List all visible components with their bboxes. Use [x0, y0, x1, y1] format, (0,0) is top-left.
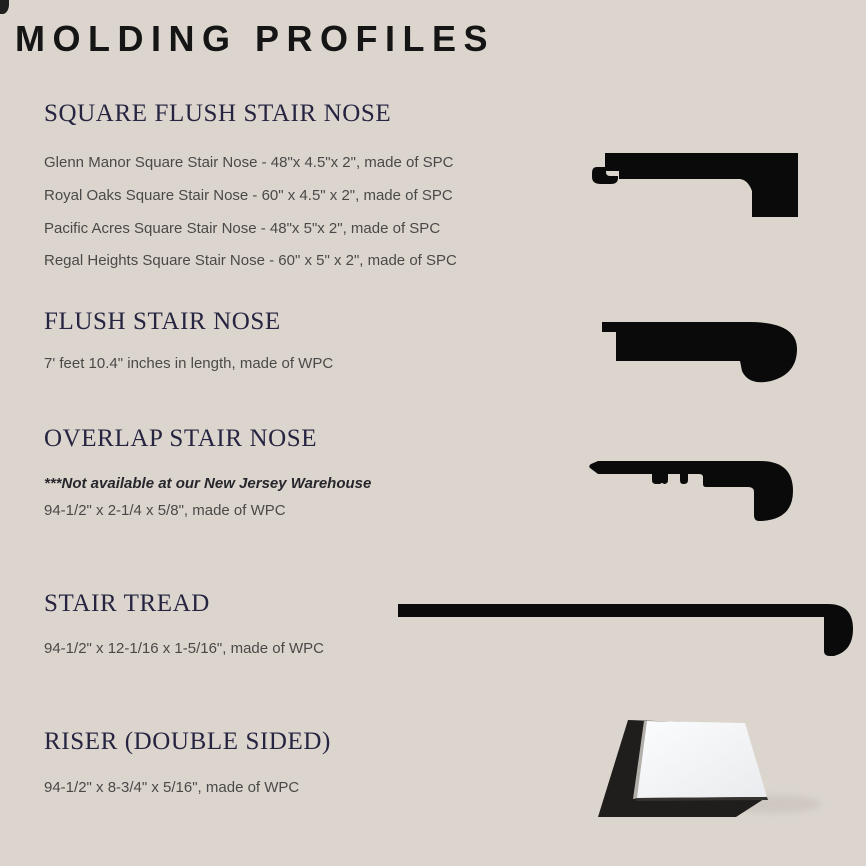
square-flush-stair-nose-profile-icon: [592, 149, 802, 219]
riser-double-sided-photo: [588, 710, 848, 828]
section-heading-square-flush-stair-nose: SQUARE FLUSH STAIR NOSE: [44, 100, 392, 127]
overlap-stair-nose-profile-icon: [586, 456, 798, 526]
spec-line: 94-1/2" x 12-1/16 x 1-5/16", made of WPC: [44, 640, 324, 657]
product-line: Regal Heights Square Stair Nose - 60" x 5" x 2", made of SPC: [44, 252, 457, 270]
section-heading-overlap-stair-nose: OVERLAP STAIR NOSE: [44, 425, 318, 452]
product-line: Royal Oaks Square Stair Nose - 60" x 4.5" x 2", made of SPC: [44, 186, 453, 204]
white-riser-board: [637, 721, 767, 798]
page-title: MOLDING PROFILES: [15, 18, 495, 59]
section-heading-stair-tread: STAIR TREAD: [44, 590, 210, 617]
spec-line: 94-1/2" x 2-1/4 x 5/8", made of WPC: [44, 502, 286, 519]
section-heading-flush-stair-nose: FLUSH STAIR NOSE: [44, 308, 281, 335]
product-line: Glenn Manor Square Stair Nose - 48"x 4.5"x 2", made of SPC: [44, 154, 454, 171]
spec-line: 7' feet 10.4" inches in length, made of WPC: [44, 355, 334, 372]
flush-stair-nose-profile-icon: [599, 319, 799, 385]
spec-line: 94-1/2" x 8-3/4" x 5/16", made of WPC: [44, 779, 300, 796]
product-line-list: [44, 147, 457, 278]
stair-tread-profile-icon: [396, 601, 856, 658]
corner-artifact: [0, 0, 9, 14]
section-heading-riser-double-sided: RISER (DOUBLE SIDED): [44, 728, 331, 755]
availability-note: ***Not available at our New Jersey Warehouse: [44, 475, 372, 492]
product-line: Pacific Acres Square Stair Nose - 48"x 5"x 2", made of SPC: [44, 219, 441, 237]
